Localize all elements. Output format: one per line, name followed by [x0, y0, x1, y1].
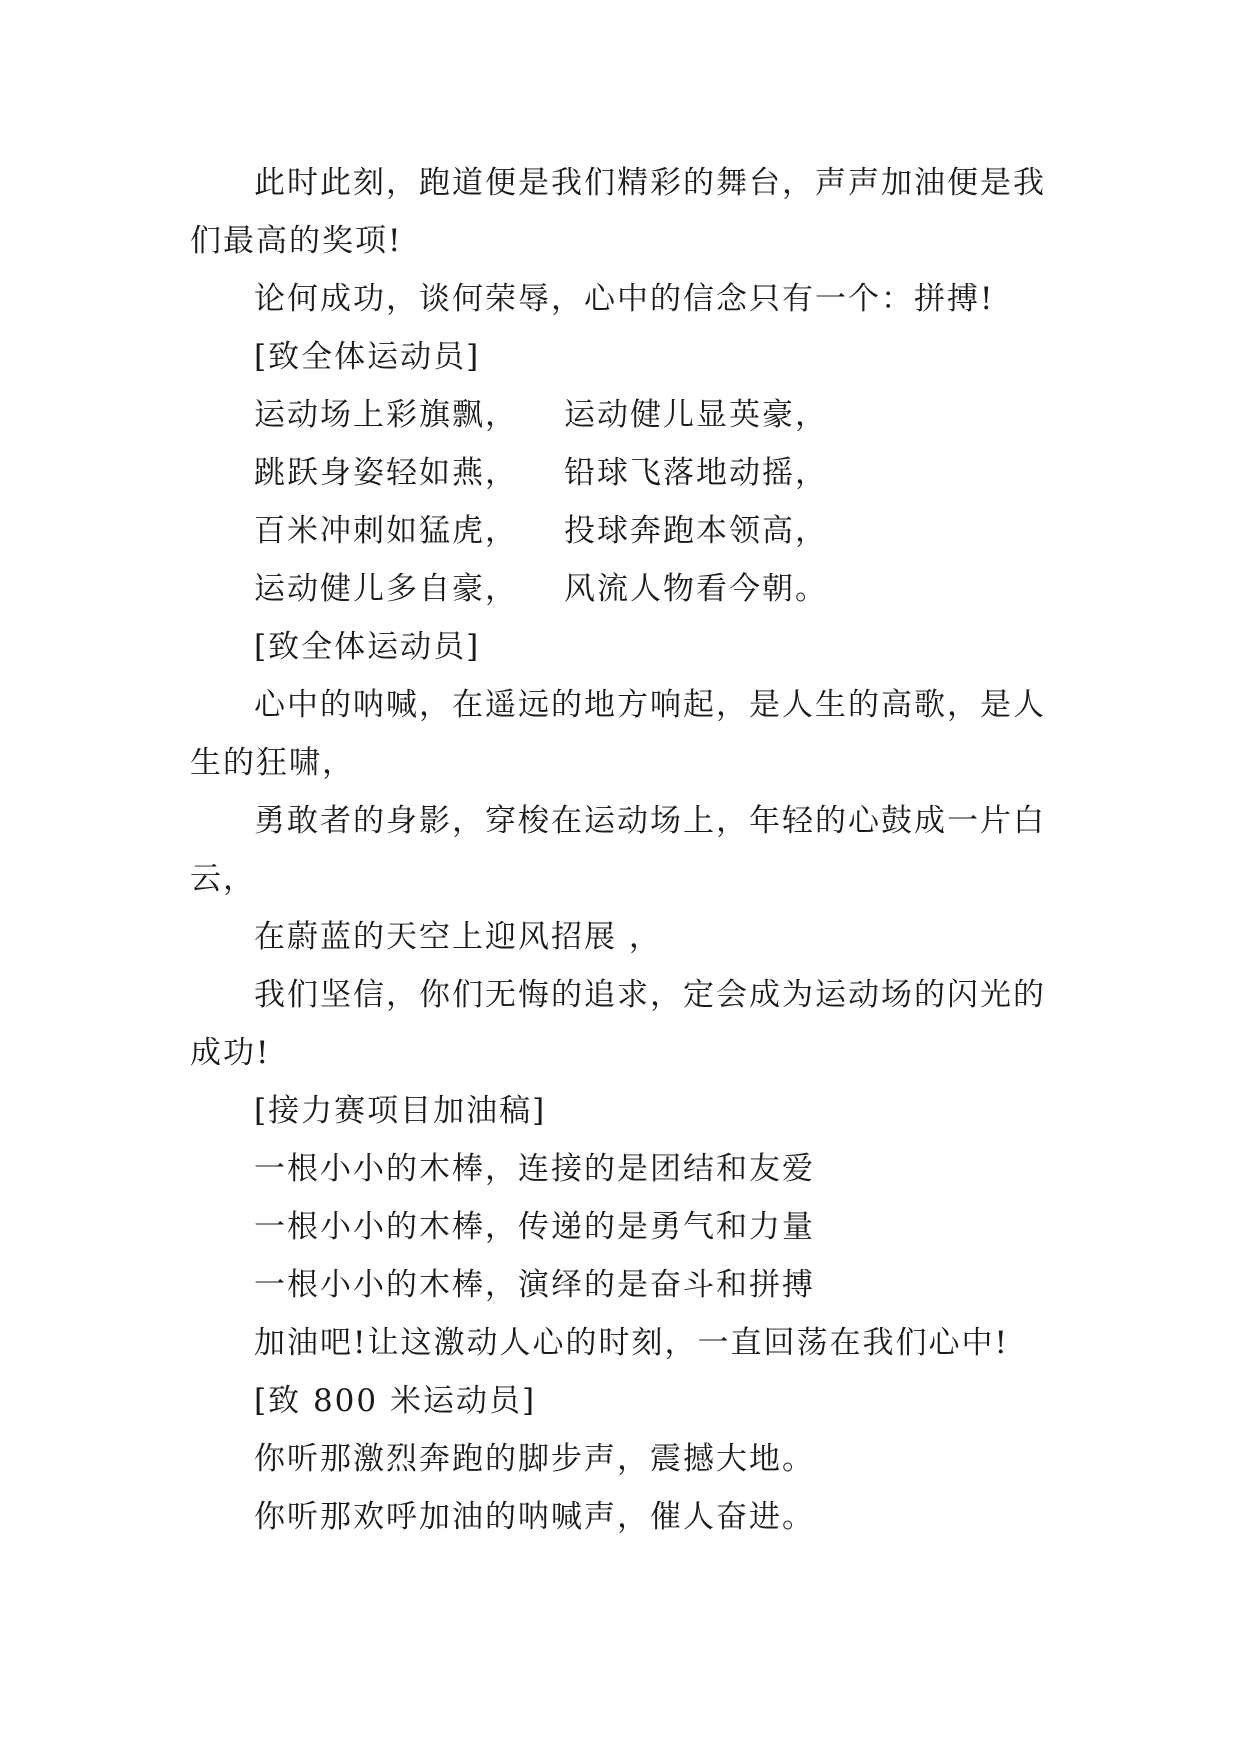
paragraph: 一根小小的木棒，传递的是勇气和力量: [254, 1209, 815, 1245]
couplet-left: 运动场上彩旗飘，: [254, 397, 518, 433]
paragraph: 在蔚蓝的天空上迎风招展 ，: [254, 919, 662, 955]
document-body: [190, 154, 1050, 1546]
section-heading: [致全体运动员]: [254, 339, 481, 375]
section-heading: [致全体运动员]: [254, 629, 481, 665]
paragraph: 你听那激烈奔跑的脚步声，震撼大地。: [254, 1441, 815, 1477]
couplet-right: 风流人物看今朝。: [564, 571, 828, 607]
paragraph: 一根小小的木棒，连接的是团结和友爱: [254, 1151, 815, 1187]
paragraph: 勇敢者的身影，穿梭在运动场上，年轻的心鼓成一片白云，: [190, 803, 1046, 897]
couplet-left: 运动健儿多自豪，: [254, 571, 518, 607]
paragraph: 你听那欢呼加油的呐喊声，催人奋进。: [254, 1499, 815, 1535]
couplet-right: 运动健儿显英豪，: [564, 397, 828, 433]
paragraph: 我们坚信，你们无悔的追求，定会成为运动场的闪光的成功!: [190, 977, 1046, 1071]
couplet-left: 跳跃身姿轻如燕，: [254, 455, 518, 491]
couplet-right: 铅球飞落地动摇，: [564, 455, 828, 491]
section-heading: [接力赛项目加油稿]: [254, 1093, 547, 1129]
poem-couplet: [190, 560, 1050, 618]
poem-couplet: [190, 386, 1050, 444]
poem-couplet: [190, 444, 1050, 502]
couplet-left: 百米冲刺如猛虎，: [254, 513, 518, 549]
poem-couplet: [190, 502, 1050, 560]
paragraph: 心中的呐喊，在遥远的地方响起，是人生的高歌，是人生的狂啸，: [190, 687, 1046, 781]
paragraph: 此时此刻，跑道便是我们精彩的舞台，声声加油便是我们最高的奖项!: [190, 165, 1046, 259]
section-heading: [致 800 米运动员]: [254, 1383, 537, 1419]
paragraph: 一根小小的木棒，演绎的是奋斗和拼搏: [254, 1267, 815, 1303]
couplet-right: 投球奔跑本领高，: [564, 513, 828, 549]
paragraph: 加油吧!让这激动人心的时刻，一直回荡在我们心中!: [254, 1325, 1009, 1361]
paragraph: 论何成功，谈何荣辱，心中的信念只有一个：拼搏!: [254, 281, 995, 317]
